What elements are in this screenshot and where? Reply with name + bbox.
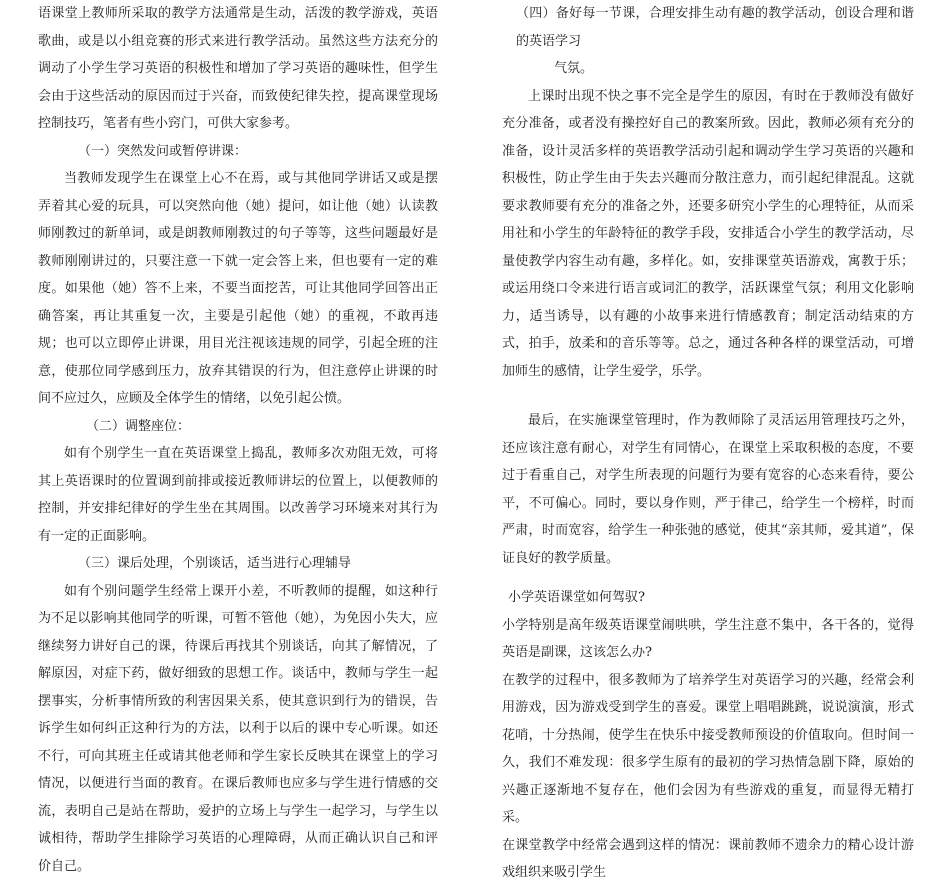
question-heading: 小学英语课堂如何驾驭? bbox=[508, 590, 645, 605]
section-heading-4: （四）备好每一节课，合理安排生动有趣的教学活动，创设合理和谐的英语学习 bbox=[516, 6, 914, 49]
right-column bbox=[502, 0, 914, 887]
section-heading-2: （二）调整座位： bbox=[86, 418, 191, 434]
question-paragraph: 小学特别是高年级英语课堂闹哄哄，学生注意不集中，各干各的，觉得英语是副课，这该怎么办? bbox=[502, 617, 914, 660]
intro-paragraph: 语课堂上教师所采取的教学方法通常是生动，活泼的教学游戏，英语歌曲，或是以小组竞赛的形式来进行教学活动。虽然这些方法充分的调动了小学生学习英语的积极性和增加了学习英语的趣味性，但学生会由于这些活动的原因而过于兴奋，而致使纪律失控，提高课堂现场控制技巧，笔者有些小窍门，可供大家参考。 bbox=[38, 6, 438, 131]
answer-paragraph-1: 在教学的过程中，很多教师为了培养学生对英语学习的兴趣，经常会利用游戏，因为游戏受到学生的喜爱。课堂上唱唱跳跳，说说演演，形式花哨，十分热闹，使学生在快乐中接受教师预设的价值取向。但时间一久，我们不难发现：很多学生原有的最初的学习热情急剧下降，原始的兴趣正逐渐地不复存在，他们会因为有些游戏的重复，而显得无精打采。 bbox=[502, 672, 914, 825]
section-paragraph-2: 如有个别学生一直在英语课堂上捣乱，教师多次劝阻无效，可将其上英语课时的位置调到前排或接近教师讲坛的位置上，以便教师的控制，并安排纪律好的学生坐在其周围。以改善学习环境来对其行为有一定的正面影响。 bbox=[38, 446, 438, 544]
section-paragraph-4: 上课时出现不快之事不完全是学生的原因，有时在于教师没有做好充分准备，或者没有操控好自己的教案所致。因此，教师必须有充分的准备，设计灵活多样的英语教学活动引起和调动学生学习英语的兴趣和积极性，防止学生由于失去兴趣而分散注意力，而引起纪律混乱。这就要求教师要有充分的准备之外，还要多研究小学生的心理特征，从而采用社和小学生的年龄特征的教学手段，安排适合小学生的教学活动，尽量使教学内容生动有趣，多样化。如，安排课堂英语游戏，寓教于乐；或运用绕口令来进行语言或词汇的教学，活跃课堂气氛；利用文化影响力，适当诱导，以有趣的小故事来进行情感教育；制定活动结束的方式，拍手，放柔和的音乐等等。总之，通过各种各样的课堂活动，可增加师生的感情，让学生爱学，乐学。 bbox=[502, 88, 914, 379]
section-paragraph-3: 如有个别问题学生经常上课开小差，不听教师的提醒，如这种行为不足以影响其他同学的听课，可暂不管他（她），为免因小失大，应继续努力讲好自己的课，待课后再找其个别谈话，向其了解情况，了解原因，对症下药，做好细致的思想工作。谈话中，教师与学生一起摆事实，分析事情所致的利害因果关系，使其意识到行为的错误，告诉学生如何纠正这种行为的方法，以利于以后的课中专心听课。如还不行，可向其班主任或请其他老师和学生家长反映其在课堂上的学习情况，以便进行当面的教育。在课后教师也应多与学生进行情感的交流，表明自己是站在帮助，爱护的立场上与学生一起学习，与学生以诚相待，帮助学生排除学习英语的心理障碍，从而正确认识自己和评价自己。 bbox=[38, 583, 438, 874]
section-heading-1: （一）突然发问或暂停讲课： bbox=[78, 143, 248, 159]
answer-paragraph-2: 在课堂教学中经常会遇到这样的情况：课前教师不遗余力的精心设计游戏组织来吸引学生 bbox=[502, 837, 914, 880]
spacer bbox=[502, 385, 914, 407]
section-heading-4-cont: 气氛。 bbox=[554, 61, 594, 76]
section-paragraph-1: 当教师发现学生在课堂上心不在焉，或与其他同学讲话又或是摆弄着其心爱的玩具，可以突然向他（她）提问，如让他（她）认读教师刚教过的新单词，或是朗教师刚教过的句子等等，这些问题最好是教师刚刚讲过的，只要注意一下就一定会答上来，但也要有一定的难度。如果他（她）答不上来，不要当面挖苦，可让其他同学回答出正确答案，再让其重复一次，主要是引起他（她）的重视，不敢再违规；也可以立即停止讲课，用目光注视该违规的同学，引起全班的注意，使那位同学感到压力，放弃其错误的行为，但注意停止讲课的时间不应过久，应顾及全体学生的情绪，以免引起公愤。 bbox=[38, 171, 438, 406]
closing-paragraph: 最后，在实施课堂管理时，作为教师除了灵活运用管理技巧之外，还应该注意有耐心，对学生有同情心，在课堂上采取积极的态度，不要过于看重自己，对学生所表现的问题行为要有宽容的心态来看待，要公平，不可偏心。同时，要以身作则，严于律己，给学生一个榜样，时而严肃，时而宽容，给学生一种张弛的感觉，使其“亲其师，爱其道”，保证良好的教学质量。 bbox=[502, 413, 914, 566]
left-column bbox=[38, 0, 438, 880]
section-heading-3: （三）课后处理，个别谈话，适当进行心理辅导 bbox=[78, 556, 352, 571]
spacer bbox=[502, 572, 914, 584]
